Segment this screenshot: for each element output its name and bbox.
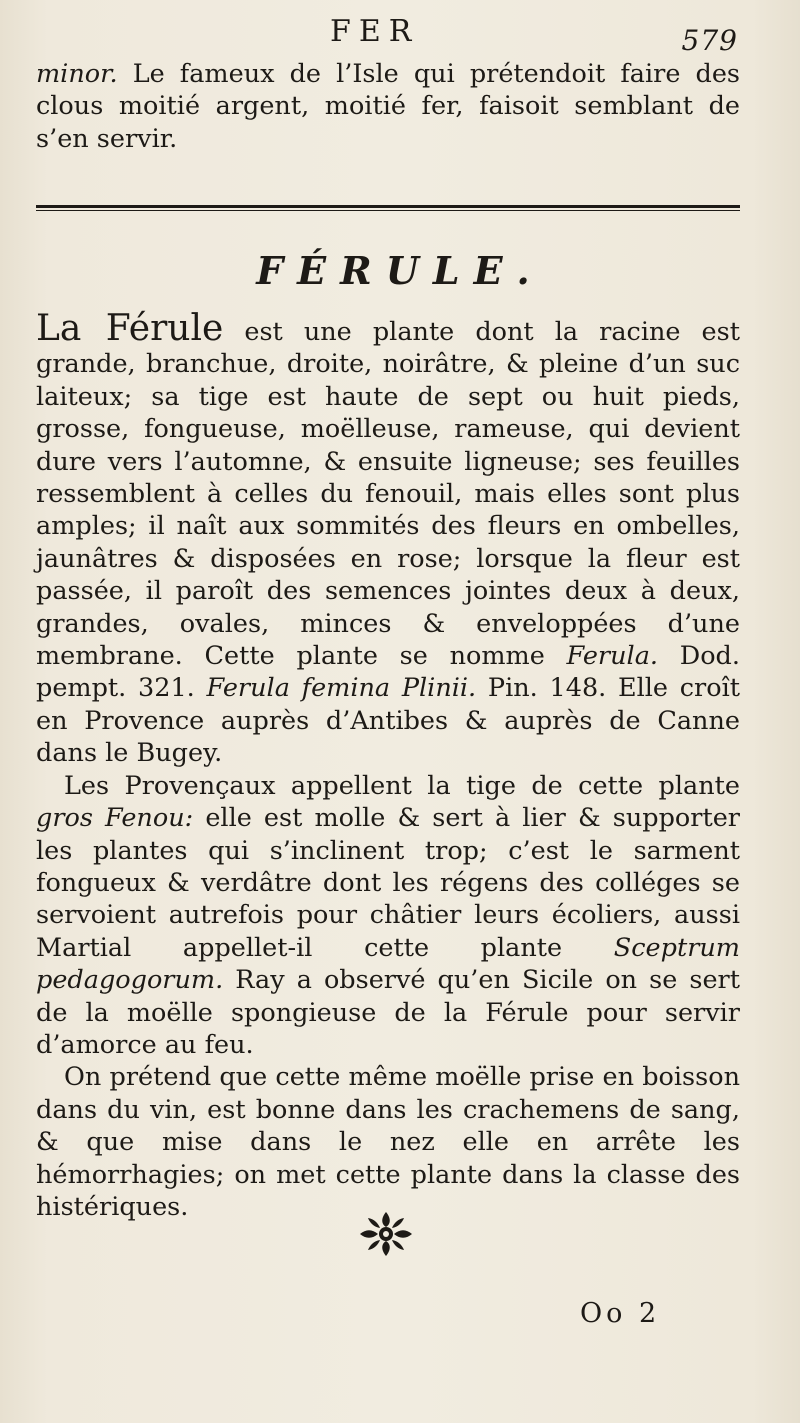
paragraph-1-text-a: est une plante dont la racine est grande, branchue, droite, noirâtre, & pleine d’un suc laiteux; sa tige est haute de sept ou huit pieds, grosse, fongueuse, moëlleuse, rameuse, qui devient dure vers l’automne, & ensuite ligneuse; ses feuilles ressemblent à celles du fenouil, mais elles sont plus amples; il naît aux sommités des fleurs en ombelles, jaunâtres & disposées en rose; lorsque la fleur est passée, il paroît des semences jointes deux à deux, grandes, ovales, minces & enveloppées d’une membrane. Cette plante se nomme xyxy=(36,317,740,672)
paragraph-1-italic-b: Ferula femina Plinii. xyxy=(206,673,477,704)
paragraph-3-text: On prétend que cette même moëlle prise en boisson dans du vin, est bonne dans les crachemens de sang, & que mise dans le nez elle en arrête les hémorrhagies; on met cette plante dans la classe des histériques. xyxy=(36,1062,740,1222)
running-head: FER xyxy=(330,14,420,49)
fleuron-ornament-icon xyxy=(358,1210,414,1258)
paragraph-2-text-a: Les Provençaux appellent la tige de cette plante xyxy=(64,770,740,801)
paragraph-2-text-c: Ray a observé qu’en Sicile on se sert de la moëlle spongieuse de la Férule pour servir d’amorce au feu. xyxy=(36,965,740,1060)
paragraph-2-italic-a: gros Fenou: xyxy=(36,803,194,834)
paragraph-1-italic-a: Ferula. xyxy=(566,641,659,672)
paragraph-1-text-b: Dod. pempt. 321. xyxy=(36,641,740,704)
section-rule xyxy=(36,205,740,211)
article-body xyxy=(36,308,740,1223)
paragraph-2 xyxy=(36,770,740,1062)
paragraph-2-italic-b: Sceptrum pedagogorum. xyxy=(36,932,740,996)
paragraph-2-text-b: elle est molle & sert à lier & supporter les plantes qui s’inclinent trop; c’est le sarment fongueux & verdâtre dont les régens des colléges se servoient autrefois pour châtier leurs écoliers, aussi Martial appellet-il cette plante xyxy=(36,803,740,963)
rule-thick-line xyxy=(36,205,740,208)
page-number: 579 xyxy=(681,24,738,57)
continuation-text: Le fameux de l’Isle qui prétendoit faire des clous moitié argent, moitié fer, faisoit semblant de s’en servir. xyxy=(36,59,740,154)
continuation-italic: minor. xyxy=(36,59,118,89)
paragraph-1-lead: La Férule xyxy=(36,308,224,349)
continuation-paragraph xyxy=(36,58,740,155)
rule-thin-line xyxy=(36,210,740,211)
signature-mark: Oo 2 xyxy=(580,1298,661,1329)
paragraph-3 xyxy=(36,1061,740,1223)
page-header xyxy=(0,14,800,57)
paragraph-1 xyxy=(36,308,740,770)
paragraph-1-text-c: Pin. 148. Elle croît en Provence auprès d’Antibes & auprès de Canne dans le Bugey. xyxy=(36,673,740,769)
article-title: FÉRULE. xyxy=(256,248,544,293)
